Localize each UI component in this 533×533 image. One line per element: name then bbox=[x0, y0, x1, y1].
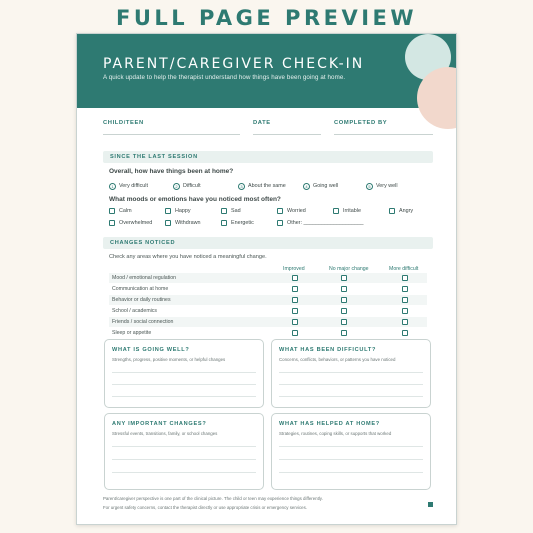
checkbox-no-change[interactable] bbox=[341, 319, 347, 325]
writing-line bbox=[112, 472, 256, 473]
section-since-last-session bbox=[103, 151, 433, 163]
mood-option[interactable] bbox=[277, 207, 306, 215]
mood-label: Sad bbox=[231, 208, 241, 214]
worksheet-page bbox=[76, 33, 457, 525]
mood-label: Angry bbox=[399, 208, 414, 214]
rating-label: Very difficult bbox=[119, 183, 148, 189]
writing-line bbox=[112, 372, 256, 373]
mood-option[interactable] bbox=[109, 207, 132, 215]
card-subtitle: Strengths, progress, positive moments, or helpful changes bbox=[112, 357, 226, 362]
table-row-label: Mood / emotional regulation bbox=[112, 275, 177, 281]
writing-line bbox=[279, 372, 423, 373]
column-header-no-change: No major change bbox=[329, 266, 369, 272]
mood-label: Irritable bbox=[343, 208, 361, 214]
field-line-date[interactable] bbox=[253, 134, 321, 135]
rating-label: Going well bbox=[313, 183, 339, 189]
checkbox-no-change[interactable] bbox=[341, 308, 347, 314]
mood-option[interactable] bbox=[165, 219, 200, 227]
card-title: WHAT IS GOING WELL? bbox=[112, 347, 190, 353]
mood-label: Happy bbox=[175, 208, 191, 214]
checkbox-no-change[interactable] bbox=[341, 275, 347, 281]
table-row-label: Friends / social connection bbox=[112, 319, 174, 325]
card-helped-at-home[interactable] bbox=[271, 413, 431, 490]
mood-label: Overwhelmed bbox=[119, 220, 153, 226]
preview-title: FULL PAGE PREVIEW bbox=[115, 6, 418, 30]
card-subtitle: Strategies, routines, coping skills, or supports that worked bbox=[279, 431, 392, 436]
writing-line bbox=[112, 396, 256, 397]
checkbox-more-difficult[interactable] bbox=[402, 297, 408, 303]
checkbox-no-change[interactable] bbox=[341, 286, 347, 292]
checkbox[interactable] bbox=[165, 208, 171, 214]
mood-option[interactable] bbox=[165, 207, 191, 215]
checkbox-improved[interactable] bbox=[292, 330, 298, 336]
writing-line bbox=[279, 396, 423, 397]
checkbox[interactable] bbox=[277, 208, 283, 214]
table-row-label: School / academics bbox=[112, 308, 157, 314]
writing-line bbox=[112, 384, 256, 385]
mood-label: Energetic bbox=[231, 220, 254, 226]
mood-label: Other: ____________________ bbox=[287, 220, 364, 226]
rating-number: 3 bbox=[238, 183, 245, 190]
mood-option[interactable] bbox=[109, 219, 152, 227]
rating-number: 5 bbox=[366, 183, 373, 190]
checkbox-more-difficult[interactable] bbox=[402, 319, 408, 325]
checkbox[interactable] bbox=[333, 208, 339, 214]
table-row-label: Sleep or appetite bbox=[112, 330, 152, 336]
table-row-label: Communication at home bbox=[112, 286, 169, 292]
footer-note: Parent/caregiver perspective is one part of the clinical picture. The child or teen may experience things differently. bbox=[103, 496, 323, 501]
checkbox[interactable] bbox=[221, 220, 227, 226]
card-title: ANY IMPORTANT CHANGES? bbox=[112, 421, 207, 427]
mood-label: Worried bbox=[287, 208, 306, 214]
checkbox[interactable] bbox=[389, 208, 395, 214]
worksheet-subtitle: A quick update to help the therapist understand how things have been going at home. bbox=[103, 74, 346, 81]
checkbox-more-difficult[interactable] bbox=[402, 308, 408, 314]
checkbox-improved[interactable] bbox=[292, 319, 298, 325]
rating-number: 1 bbox=[109, 183, 116, 190]
rating-option-5[interactable] bbox=[366, 182, 398, 190]
writing-line bbox=[279, 472, 423, 473]
card-been-difficult[interactable] bbox=[271, 339, 431, 408]
section-changes-noticed bbox=[103, 237, 433, 249]
checkbox-more-difficult[interactable] bbox=[402, 286, 408, 292]
checkbox-improved[interactable] bbox=[292, 286, 298, 292]
mood-option[interactable] bbox=[389, 207, 413, 215]
checkbox[interactable] bbox=[165, 220, 171, 226]
rating-number: 2 bbox=[173, 183, 180, 190]
mood-label: Calm bbox=[119, 208, 132, 214]
checkbox[interactable] bbox=[109, 220, 115, 226]
field-label-child: CHILD/TEEN bbox=[103, 120, 144, 126]
card-title: WHAT HAS HELPED AT HOME? bbox=[279, 421, 380, 427]
mood-option[interactable] bbox=[221, 207, 241, 215]
writing-line bbox=[279, 459, 423, 460]
checkbox[interactable] bbox=[277, 220, 283, 226]
field-label-date: DATE bbox=[253, 120, 271, 126]
question-overall: Overall, how have things been at home? bbox=[109, 168, 234, 175]
rating-label: Very well bbox=[376, 183, 398, 189]
writing-line bbox=[279, 446, 423, 447]
mood-label: Withdrawn bbox=[175, 220, 201, 226]
checkbox-improved[interactable] bbox=[292, 275, 298, 281]
field-line-child[interactable] bbox=[103, 134, 240, 135]
field-line-completed-by[interactable] bbox=[334, 134, 433, 135]
card-title: WHAT HAS BEEN DIFFICULT? bbox=[279, 347, 377, 353]
mood-option[interactable] bbox=[277, 219, 363, 227]
checkbox[interactable] bbox=[109, 208, 115, 214]
column-header-improved: Improved bbox=[283, 266, 305, 272]
card-going-well[interactable] bbox=[104, 339, 264, 408]
column-header-more-difficult: More difficult bbox=[389, 266, 419, 272]
section-title: CHANGES NOTICED bbox=[110, 240, 176, 246]
rating-label: Difficult bbox=[183, 183, 201, 189]
field-label-completed-by: COMPLETED BY bbox=[334, 120, 388, 126]
footer-square-icon bbox=[428, 502, 433, 507]
card-subtitle: Concerns, conflicts, behaviors, or patterns you have noticed bbox=[279, 357, 396, 362]
worksheet-header bbox=[77, 34, 457, 108]
rating-number: 4 bbox=[303, 183, 310, 190]
writing-line bbox=[112, 446, 256, 447]
table-row-label: Behavior or daily routines bbox=[112, 297, 171, 303]
checkbox-more-difficult[interactable] bbox=[402, 275, 408, 281]
checkbox-no-change[interactable] bbox=[341, 297, 347, 303]
card-important-changes[interactable] bbox=[104, 413, 264, 490]
rating-option-4[interactable] bbox=[303, 182, 338, 190]
changes-prompt: Check any areas where you have noticed a meaningful change. bbox=[109, 254, 267, 260]
card-subtitle: Stressful events, transitions, family, or school changes bbox=[112, 431, 218, 436]
checkbox-no-change[interactable] bbox=[341, 330, 347, 336]
writing-line bbox=[279, 384, 423, 385]
rating-label: About the same bbox=[248, 183, 286, 189]
rating-option-2[interactable] bbox=[173, 182, 201, 190]
writing-line bbox=[112, 459, 256, 460]
checkbox[interactable] bbox=[221, 208, 227, 214]
checkbox-more-difficult[interactable] bbox=[402, 330, 408, 336]
mood-option[interactable] bbox=[333, 207, 361, 215]
mood-option[interactable] bbox=[221, 219, 254, 227]
footer-note: For urgent safety concerns, contact the therapist directly or use appropriate crisis or emergency services. bbox=[103, 505, 308, 510]
checkbox-improved[interactable] bbox=[292, 297, 298, 303]
rating-option-3[interactable] bbox=[238, 182, 286, 190]
rating-option-1[interactable] bbox=[109, 182, 148, 190]
worksheet-title: PARENT/CAREGIVER CHECK-IN bbox=[103, 56, 365, 72]
checkbox-improved[interactable] bbox=[292, 308, 298, 314]
section-title: SINCE THE LAST SESSION bbox=[110, 154, 198, 160]
question-moods: What moods or emotions have you noticed most often? bbox=[109, 196, 281, 203]
